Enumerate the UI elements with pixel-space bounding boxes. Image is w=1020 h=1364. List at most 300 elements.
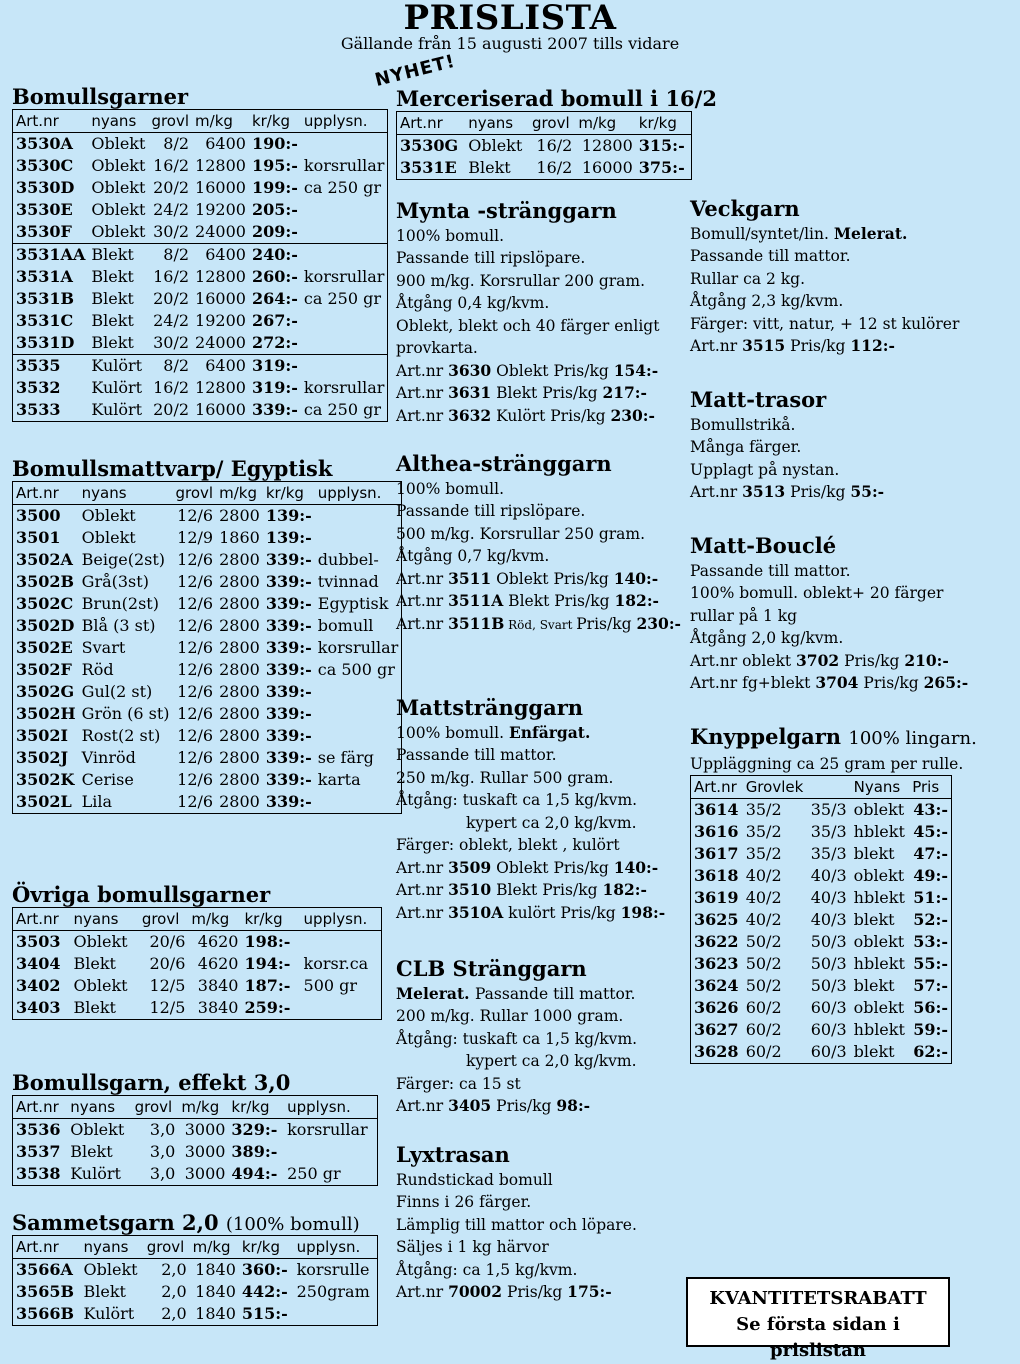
table-row [691,799,952,822]
block-line: Passande till ripslöpare. [396,249,586,267]
section-sammet [12,1210,378,1326]
cell-kr: 264:- [251,289,298,308]
cell-art: 3625 [694,910,739,929]
cell-kr: 205:- [251,200,298,219]
cell-m: 2800 [219,682,260,701]
price-label: Pris/kg [863,674,924,692]
cell-kr: 339:- [265,704,312,723]
cell-art: 3565B [16,1282,75,1301]
price-prefix: Art.nr [396,592,449,610]
block-line: Passande till mattor. [396,746,557,764]
column-header: m/kg [219,484,257,502]
cell-info: korsrullar [317,638,399,657]
price-line [396,382,659,405]
column-header: Grovlek [745,778,804,796]
cell-grovl: 30/2 [153,222,190,241]
cell-grovlek-2: 60/3 [810,1042,847,1061]
section-mynta [396,200,659,427]
block-line: Passande till mattor. [690,561,851,580]
sammet-table [12,1235,378,1326]
cell-nyans: Oblekt [67,1119,131,1142]
cell-grovl: 12/6 [177,726,214,745]
section-title: Bomullsgarn, effekt 3,0 [12,1070,291,1095]
table-row [13,1259,378,1282]
price-value: 182:- [602,880,647,899]
cell-info: ca 250 gr [303,178,381,197]
cell-grovlek-1: 40/2 [745,888,782,907]
cell-info: bomull [317,616,374,635]
article-number: 3405 [448,1096,492,1115]
section-matttrasor [690,389,958,504]
cell-nyans: blekt [853,910,895,929]
cell-kr: 339:- [265,748,312,767]
cell-nyans: Kulört [91,378,143,397]
column-header: upplysn. [303,112,368,130]
cell-nyans: Oblekt [91,178,146,197]
column-header: Art.nr [16,112,59,130]
cell-grovlek-1: 35/2 [743,799,808,822]
table-row [13,310,388,332]
cell-nyans: Rost(2 st) [81,726,161,745]
line-part: Melerat. [833,223,908,243]
block-line: 100% bomull. [396,226,505,245]
kvantitetsrabatt-box [686,1277,950,1361]
cell-nyans: oblekt [851,799,910,822]
cell-m: 2800 [219,726,260,745]
column-header: nyans [468,114,514,132]
price-line [690,672,969,695]
cell-art: 3537 [16,1142,61,1161]
price-label: Pris/kg [506,1283,568,1301]
table-header-row [13,1096,378,1119]
cell-info: dubbel- [317,550,379,569]
section-mattvarp [12,456,402,814]
cell-art: 3502B [16,572,75,591]
cell-m: 2800 [216,505,263,528]
price-line [396,1095,637,1118]
table-row [691,1019,952,1041]
cell-grovl: 12/6 [173,505,217,528]
price-prefix: Art.nr [396,384,449,402]
price-value: 98:- [556,1096,591,1115]
cell-nyans: Grön (6 st) [81,704,170,723]
table-row [13,703,402,725]
cell-art: 3614 [691,799,743,822]
article-number: 3511B [448,613,505,633]
cell-nyans: Oblekt [88,133,148,156]
cell-info: 250gram [296,1282,370,1301]
cell-art: 3616 [694,822,739,841]
cell-art: 3402 [16,976,61,995]
block-line: kypert ca 2,0 kg/kvm. [466,813,637,832]
cell-nyans: hblekt [853,1020,905,1039]
cell-nyans: Oblekt [73,976,128,995]
cell-grovlek-2: 40/3 [810,888,847,907]
section-title: Bomullsmattvarp/ Egyptisk [12,456,333,481]
cell-art: 3533 [16,400,61,419]
price-prefix: Art.nr [396,1097,449,1115]
column-header: Art.nr [694,778,737,796]
block-line: Åtgång 2,3 kg/kvm. [690,292,844,310]
cell-nyans: Beige(2st) [81,550,166,569]
article-number: 3509 [448,857,492,877]
price-nyans: Blekt [503,592,555,610]
cell-m: 16000 [195,400,246,419]
article-number: 3632 [448,405,492,425]
section-mercerised [396,86,717,180]
cell-m: 16000 [581,158,633,177]
cell-info [301,332,388,355]
cell-grovl: 20/2 [153,289,190,308]
cell-kr: 187:- [244,976,291,995]
table-row [691,997,952,1019]
price-line [396,405,659,428]
nyhet-label: NYHET! [372,50,458,91]
table-row [13,399,388,422]
knyppel-subline: Uppläggning ca 25 gram per rulle. [690,754,964,773]
cell-kr: 272:- [251,333,298,352]
cell-grovl: 12/6 [177,748,214,767]
column-header: Art.nr [16,484,59,502]
block-line: Åtgång: tuskaft ca 1,5 kg/kvm. [396,1029,638,1048]
column-header: nyans [81,484,127,502]
column-header: m/kg [195,112,233,130]
cell-nyans: Blekt [73,954,116,973]
cell-nyans: Vinröd [81,748,136,767]
block-line: kypert ca 2,0 kg/kvm. [466,1052,637,1070]
cell-art: 3530E [16,200,73,219]
cell-info: karta [317,770,361,789]
block-line: Rundstickad bomull [396,1170,553,1189]
column-header: upplysn. [317,484,382,502]
table-header-row [691,776,952,799]
cell-art: 3532 [16,378,61,397]
cell-kr: 139:- [263,505,315,528]
cell-nyans: oblekt [853,932,905,951]
cell-info: 250 gr [287,1164,341,1183]
block-line: Färger: ca 15 st [396,1074,521,1093]
price-value: 198:- [620,902,666,922]
cell-pris: 53:- [913,932,948,951]
block-line: 250 m/kg. Rullar 500 gram. [396,768,614,787]
table-row [13,1119,378,1142]
kvantitet-line2: Se första sidan i prislistan [736,1314,900,1361]
column-header: m/kg [181,1098,220,1116]
block-title: Veckgarn [690,196,800,221]
cell-nyans: blekt [853,844,895,863]
cell-kr: 199:- [251,178,298,197]
price-nyans: kulört [503,903,561,922]
price-nyans: Oblekt [491,361,554,380]
price-label: Pris/kg [576,614,637,633]
article-number: 3515 [742,336,786,355]
column-header: Art.nr [400,114,443,132]
cell-nyans: Svart [81,638,126,657]
cell-nyans: Röd [81,660,114,679]
cell-grovlek-1: 40/2 [745,866,782,885]
cell-info: korsrullar [303,156,385,175]
price-line [690,481,958,504]
cell-nyans: Blekt [83,1282,126,1301]
cell-nyans: blekt [853,976,895,995]
cell-kr: 240:- [249,244,301,267]
price-label: Pris/kg [790,483,851,501]
article-number: 3511A [448,591,504,610]
knyppel-title-text: Knyppelgarn [690,724,842,749]
table-row [691,909,952,931]
cell-grovl: 2,0 [144,1259,190,1282]
block-line: Upplagt på nystan. [690,460,840,479]
block-title: Matt-Bouclé [690,533,837,558]
table-row [13,615,402,637]
cell-kr: 339:- [265,594,312,613]
cell-pris: 47:- [913,844,948,863]
cell-nyans: Kulört [88,355,148,378]
table-row [13,355,388,378]
section-ovriga [12,882,382,1020]
cell-pris: 55:- [913,954,948,973]
cell-grovl: 12/6 [177,616,214,635]
price-value: 182:- [614,591,659,610]
cell-m: 2800 [219,616,260,635]
block-line: provkarta. [396,339,478,357]
column-header [808,776,851,799]
price-prefix: Art.nr [396,614,449,633]
cell-art: 3535 [13,355,89,378]
cell-nyans: Blekt [91,267,134,286]
cell-grovl: 20/6 [149,954,186,973]
block-line: Åtgång: ca 1,5 kg/kvm. [396,1260,578,1279]
table-row [13,1163,378,1186]
table-row [691,843,952,865]
cell-info [301,931,382,954]
column-header: kr/kg [265,484,304,502]
price-line [396,879,665,902]
cell-grovlek-2: 40/3 [810,866,847,885]
block-line: Färger: vitt, natur, + 12 st kulörer [690,314,960,333]
table-row [13,377,388,399]
cell-art: 3530F [16,222,72,241]
price-nyans: Blekt [491,881,543,899]
mercerised-table [396,111,692,180]
price-value: 140:- [613,857,659,877]
price-prefix: Art.nr [690,337,743,355]
section-title [12,1210,378,1235]
knyppel-table [690,775,952,1064]
cell-art: 3502G [16,682,75,701]
price-nyans: Oblekt [491,569,554,588]
cell-art: 3626 [694,998,739,1017]
cell-m: 2800 [219,594,260,613]
table-row [691,865,952,887]
cell-grovlek-1: 50/2 [745,932,782,951]
cell-grovl: 20/6 [139,931,189,954]
price-label: Pris/kg [560,903,621,922]
cell-pris: 62:- [913,1042,948,1061]
cell-kr: 339:- [265,726,312,745]
mattvarp-table [12,481,402,814]
cell-grovl: 20/2 [153,178,190,197]
cell-nyans: Blekt [70,1142,113,1161]
cell-info [301,221,388,244]
cell-grovl: 12/6 [177,682,214,701]
cell-grovl: 3,0 [149,1164,176,1183]
column-header: grovl [141,910,180,928]
block-line: Åtgång: tuskaft ca 1,5 kg/kvm. [396,791,638,809]
cell-pris: 59:- [913,1020,948,1039]
price-value: 210:- [904,650,949,670]
section-althea [396,453,681,636]
block-title: Matt-trasor [690,387,827,412]
price-value: 55:- [850,482,885,501]
table-row [397,135,692,158]
table-header-row [13,908,382,931]
cell-art: 3502I [16,726,69,745]
block-line: Åtgång 2,0 kg/kvm. [690,629,844,647]
column-header: grovl [175,484,214,502]
cell-kr: 198:- [241,931,300,954]
price-label: Pris/kg [553,361,614,380]
price-label: Pris/kg [553,569,614,588]
cell-art: 3623 [694,954,739,973]
cell-m: 2800 [219,770,260,789]
column-header: upplysn. [303,910,368,928]
knyppel-note: 100% lingarn. [848,728,977,749]
table-row [13,997,382,1020]
line-part: 100% bomull. [396,723,509,742]
cell-kr: 319:- [249,355,301,378]
cell-kr: 339:- [265,616,312,635]
cell-nyans: Blekt [468,158,511,177]
table-row [13,747,402,769]
cell-m: 3840 [197,976,239,995]
column-header: m/kg [191,910,230,928]
cell-grovl: 12/6 [177,792,214,811]
cell-art: 3531C [16,311,74,330]
cell-grovl: 8/2 [148,244,192,267]
price-value: 265:- [923,673,969,692]
cell-nyans: Oblekt [71,931,139,954]
column-header: nyans [73,910,119,928]
block-line: Lämplig till mattor och löpare. [396,1215,637,1234]
cell-grovl: 24/2 [153,200,190,219]
price-prefix: Art.nr [396,858,449,877]
price-label: Pris/kg [542,881,603,899]
section-clb [396,958,637,1118]
column-header: m/kg [578,114,617,132]
cell-info [315,703,402,725]
cell-info: korsrullar [303,378,385,397]
cell-kr: 267:- [251,311,298,330]
price-line [690,650,958,673]
cell-grovl: 2,0 [161,1304,187,1323]
block-line: Säljes i 1 kg härvor [396,1238,549,1256]
cell-m: 4620 [197,954,239,973]
price-line [396,613,681,637]
cell-art: 3403 [16,998,61,1017]
column-header: grovl [532,114,570,132]
price-label: Pris/kg [553,858,614,877]
cell-kr: 339:- [265,572,312,591]
cell-kr: 494:- [231,1164,278,1183]
cell-nyans: Blekt [73,998,116,1017]
table-row [13,527,402,549]
column-header: kr/kg [231,1098,270,1116]
cell-m: 3840 [197,998,239,1017]
cell-art: 3502J [16,748,69,767]
column-header: Art.nr [16,1238,59,1256]
article-number: 3631 [448,383,492,402]
cell-nyans: Blekt [91,333,134,352]
cell-grovl: 30/2 [153,333,190,352]
cell-kr: 139:- [265,528,312,547]
cell-nyans: hblekt [853,888,905,907]
cell-m: 12800 [195,156,246,175]
cell-info: 500 gr [303,976,358,995]
cell-grovl: 8/2 [148,355,192,378]
price-label: Pris/kg [554,592,615,610]
cell-m: 4620 [188,931,241,954]
cell-grovl: 12/6 [177,594,214,613]
cell-pris: 56:- [913,998,948,1017]
price-prefix: Art.nr [396,569,449,588]
cell-info: korsrullar [303,267,385,286]
cell-kr: 389:- [231,1142,278,1161]
section-title: Bomullsgarner [12,84,189,109]
table-header-row [397,112,692,135]
cell-m: 2800 [219,550,260,569]
cell-art: 3617 [694,844,739,863]
line-part: Melerat. [396,983,475,1003]
cell-info [301,199,388,221]
cell-m: 2800 [219,572,260,591]
table-row [13,1141,378,1163]
cell-m: 12800 [195,378,246,397]
table-row [13,199,388,221]
cell-nyans: Oblekt [91,222,146,241]
cell-nyans: Gul(2 st) [81,682,153,701]
cell-pris: 45:- [913,822,948,841]
cell-nyans: Blekt [91,289,134,308]
cell-art: 3530D [16,178,75,197]
cell-grovlek-2: 60/3 [810,1020,847,1039]
block-line [396,722,665,745]
cell-m: 12800 [575,135,635,158]
block-line: Åtgång 0,4 kg/kvm. [396,294,550,312]
cell-m: 2800 [219,792,260,811]
price-prefix: Art.nr [396,406,449,425]
table-row [13,659,402,681]
kvantitet-line1: KVANTITETSRABATT [709,1288,927,1309]
cell-m: 6400 [192,244,249,267]
cell-nyans: oblekt [853,866,905,885]
cell-art: 3530A [13,133,89,156]
cell-grovl: 16/2 [153,378,190,397]
cell-info [315,681,402,703]
cell-kr: 515:- [241,1304,288,1323]
table-row [691,931,952,953]
table-row [13,244,388,267]
cell-kr: 339:- [265,638,312,657]
article-number: 3513 [742,482,786,501]
cell-grovl: 12/5 [149,976,186,995]
section-mattboucle [690,533,969,695]
price-prefix: Art.nr oblekt [690,651,797,670]
cell-grovl: 16/2 [529,135,575,158]
cell-art: 3502D [16,616,75,635]
article-number: 3702 [796,650,840,670]
cell-m: 2800 [219,748,260,767]
